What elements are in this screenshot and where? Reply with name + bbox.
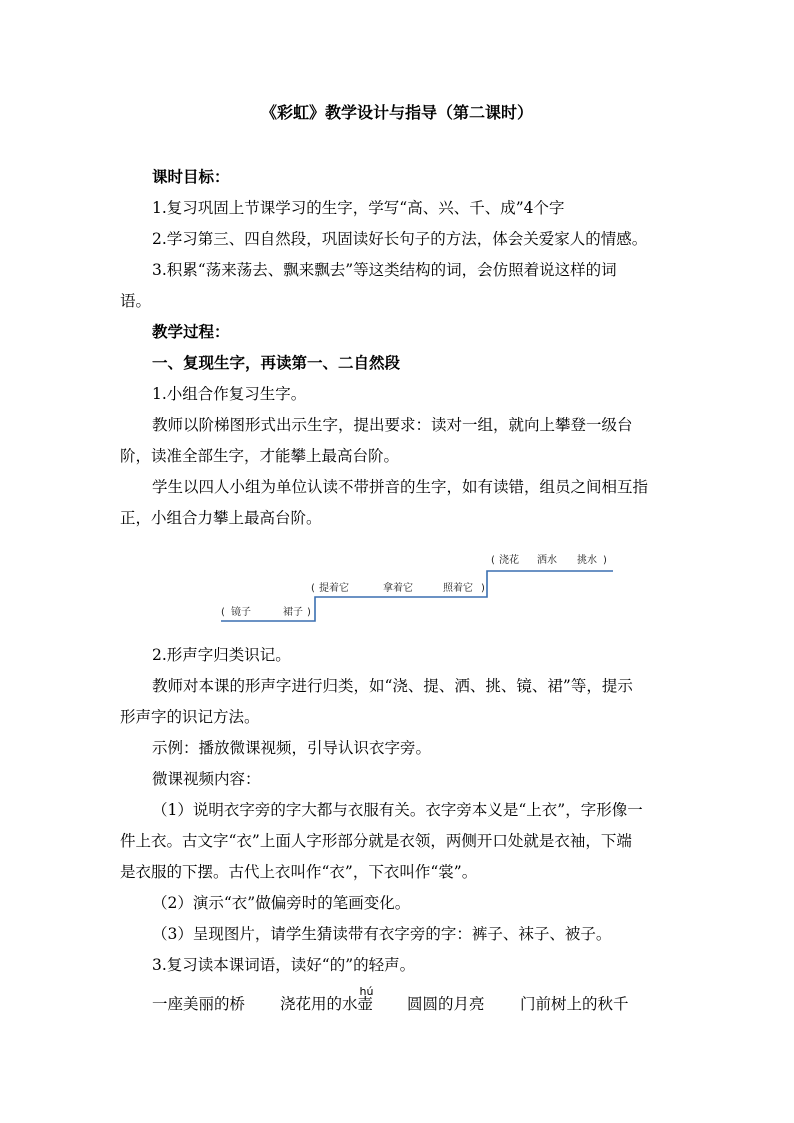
vocab-phrase-2 — [280, 985, 374, 1014]
video-item-1-line2: 件上衣。古文字“衣”上面人字形部分就是衣领，两侧开口处就是衣袖，下端 — [120, 832, 632, 850]
vocab-phrase-3: 圆圆的月亮 — [407, 995, 485, 1013]
section-1-heading: 一、复现生字，再读第一、二自然段 — [152, 353, 401, 372]
video-item-1-line1: （1）说明衣字旁的字大都与衣服有关。衣字旁本义是“上衣”，字形像一 — [152, 801, 643, 819]
step-2-word-1: 提着它 — [319, 583, 349, 594]
staircase-diagram — [215, 541, 615, 625]
objective-1: 1.复习巩固上节课学习的生字，学写“高、兴、千、成”4个字 — [152, 199, 565, 217]
step-2-word-3: 照着它 — [443, 583, 473, 594]
video-heading: 微课视频内容： — [152, 770, 261, 788]
paragraph-3-line1: 教师对本课的形声字进行归类，如“浇、提、洒、挑、镜、裙”等，提示 — [152, 677, 633, 695]
objectives-heading: 课时目标： — [152, 167, 230, 186]
video-item-2: （2）演示“衣”做偏旁时的笔画变化。 — [152, 894, 411, 912]
step-2-open-paren: ( — [311, 583, 315, 594]
step-3-word-1: 浇花 — [499, 555, 519, 566]
step-1: 1.小组合作复习生字。 — [152, 385, 307, 403]
step-1-open-paren: ( — [221, 607, 225, 618]
step-2-word-2: 拿着它 — [383, 583, 413, 594]
paragraph-3-line2: 形声字的识记方法。 — [120, 708, 260, 726]
step-2-close-paren: ) — [481, 583, 485, 594]
vocab-phrase-2-char: 壶 — [357, 995, 374, 1013]
vocab-phrase-2-main: 浇花用的水 — [280, 995, 358, 1013]
vocabulary-row — [152, 985, 652, 1016]
vocab-phrase-4: 门前树上的秋千 — [520, 995, 629, 1013]
paragraph-1-line1: 教师以阶梯图形式出示生字，提出要求：读对一组，就向上攀登一级台 — [152, 416, 633, 434]
step-3-open-paren: ( — [491, 555, 495, 566]
video-item-3: （3）呈现图片，请学生猜读带有衣字旁的字：裤子、袜子、被子。 — [152, 925, 612, 943]
objective-3-line2: 语。 — [120, 292, 152, 310]
video-item-1-line3: 是衣服的下摆。古代上衣叫作“衣”，下衣叫作“裳”。 — [120, 863, 478, 881]
objective-2: 2.学习第三、四自然段，巩固读好长句子的方法，体会关爱家人的情感。 — [152, 230, 648, 248]
step-2: 2.形声字归类识记。 — [152, 646, 291, 664]
staircase-line — [221, 571, 613, 621]
paragraph-2-line1: 学生以四人小组为单位认读不带拼音的生字，如有读错，组员之间相互指 — [152, 478, 649, 496]
pinyin-annotation: hú — [359, 985, 374, 998]
step-3: 3.复习读本课词语，读好“的”的轻声。 — [152, 956, 416, 974]
objective-3-line1: 3.积累“荡来荡去、飘来飘去”等这类结构的词，会仿照着说这样的词 — [152, 261, 617, 279]
document-title: 《彩虹》教学设计与指导（第二课时） — [260, 103, 533, 122]
step-1-word-2: 裙子 — [283, 607, 303, 618]
step-1-word-1: 镜子 — [231, 607, 251, 618]
vocab-phrase-2-char-wrap — [357, 985, 374, 1013]
example-line: 示例：播放微课视频，引导认识衣字旁。 — [152, 739, 432, 757]
step-3-word-2: 洒水 — [537, 555, 557, 566]
vocab-phrase-1: 一座美丽的桥 — [152, 995, 246, 1013]
paragraph-1-line2: 阶，读准全部生字，才能攀上最高台阶。 — [120, 447, 400, 465]
step-1-close-paren: ) — [307, 607, 311, 618]
process-heading: 教学过程： — [152, 322, 230, 341]
step-3-word-3: 挑水 — [577, 555, 597, 566]
paragraph-2-line2: 正，小组合力攀上最高台阶。 — [120, 509, 322, 527]
step-3-close-paren: ) — [603, 555, 607, 566]
